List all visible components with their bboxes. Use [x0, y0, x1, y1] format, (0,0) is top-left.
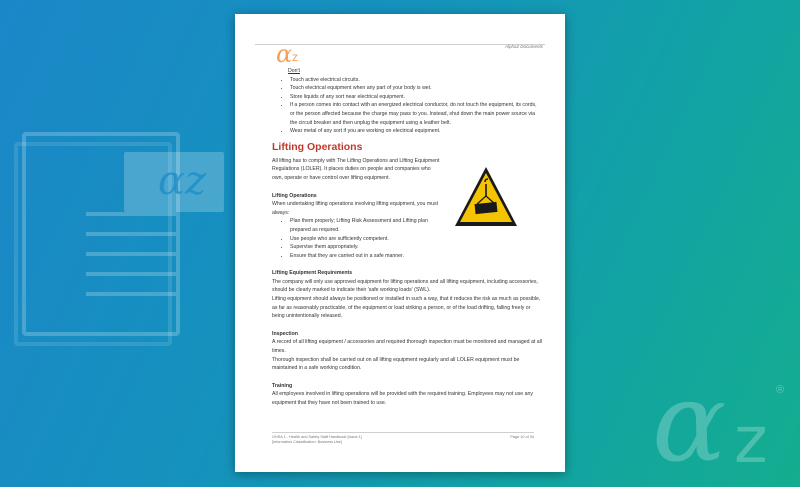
header-company: Alpha2 Documents [504, 44, 543, 49]
list-item: • Touch electrical equipment when any part of your body is wet. [290, 84, 542, 93]
footer-doc-title: OHSA 1 - Health and Safety Staff Handbook [Issue 1] [272, 435, 362, 439]
ops-list [272, 217, 450, 260]
suspended-load-warning-icon [453, 164, 519, 232]
dont-label: Don't [288, 68, 300, 74]
document-watermark-icon: αz [22, 132, 212, 332]
req-paragraph-1: The company will only use approved equipment for lifting operations and all lifting equipment, including accessories, should be clearly marked to indicate their 'safe working loads' (SWL). [272, 278, 538, 294]
subheading-training: Training [272, 382, 293, 389]
footer-classification: [Information Classification: Business Use] [272, 440, 342, 444]
list-item: • Store liquids of any sort near electrical equipment. [290, 93, 542, 102]
insp-paragraph-2: Thorough inspection shall be carried out on all lifting equipment regularly and all LOLER equipment must be maintained in a safe working condition. [272, 356, 520, 372]
subheading-equipment-requirements: Lifting Equipment Requirements [272, 270, 353, 277]
insp-paragraph-1: A record of all lifting equipment / accessories and required thorough inspection must be monitored and managed at all times. [272, 339, 542, 355]
intro-paragraph: All lifting has to comply with The Lifting Operations and Lifting Equipment Regulations (LOLER). It places duties on people and companies who own, operate or have control over lifting equipment. [272, 157, 440, 181]
document-body [272, 67, 542, 408]
alpha-z-logo: α z [276, 40, 298, 68]
list-item: • If a person comes into contact with an energized electrical conductor, do not touch the equipment, its cords, or the person affected because the charge may pass to you. Instead, shut down the main power source via the circuit breaker and then unplug the equipment using a leather belt. [290, 101, 542, 127]
document-page [235, 14, 565, 472]
subheading-lifting-operations: Lifting Operations [272, 192, 317, 199]
alpha-z-logo-watermark: α z ® [652, 358, 785, 486]
section-title: Lifting Operations [272, 140, 363, 153]
list-item: • Supervise them appropriately. [290, 243, 450, 252]
page-footer [272, 432, 534, 445]
list-item: • Ensure that they are carried out in a safe manner. [290, 252, 450, 261]
ops-paragraph: When undertaking lifting operations involving lifting equipment, you must always: [272, 201, 439, 216]
list-item: • Plan them properly; Lifting Risk Assessment and Lifting plan prepared as required. [290, 217, 450, 234]
dont-list [272, 76, 542, 136]
list-item: • Use people who are sufficiently competent. [290, 235, 450, 244]
list-item: • Touch active electrical circuits. [290, 76, 542, 85]
list-item: • Wear metal of any sort if you are working on electrical equipment. [290, 127, 542, 136]
subheading-inspection: Inspection [272, 330, 298, 337]
page-number: Page 10 of 34 [510, 435, 534, 439]
training-paragraph: All employees involved in lifting operations will be provided with the required training. Employees may not use any equipment that they have not been trained to use. [272, 391, 533, 406]
req-paragraph-2: Lifting equipment should always be positioned or installed in such a way, that it reduces the risk as much as possible, as far as reasonably practicable, of the equipment or load striking a person, or of the load drifting, falling freely or being unintentionally released. [272, 296, 541, 320]
